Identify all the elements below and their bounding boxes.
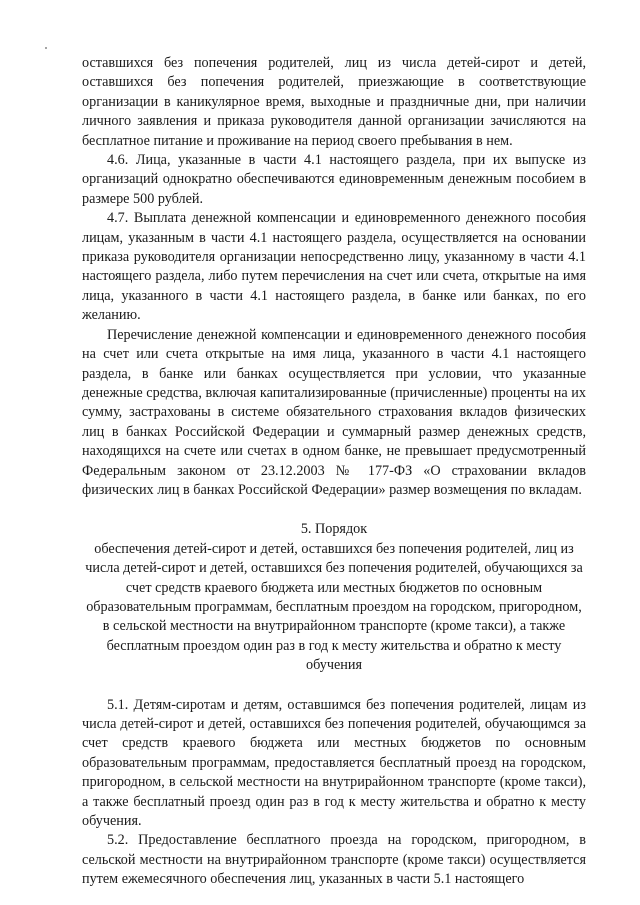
section-5-title: обеспечения детей-сирот и детей, оставшихся без попечения родителей, лиц из числа детей-сирот и детей, оставшихся без попечения родителей, обучающихся за счет средств краевого бюджета или местных бюджетов по основным образовательным программам, бесплатным проездом на городском, пригородном, в сельской местности на внутрирайонном транспорте (кроме такси), а также бесплатным проездом один раз в год к месту жительства и обратно к месту обучения	[85, 540, 583, 674]
paragraph-4-7: 4.7. Выплата денежной компенсации и единовременного денежного пособия лицам, указанным в части 4.1 настоящего раздела, осуществляется на основании приказа руководителя организации непосредственно лицу, указанному в части 4.1 настоящего раздела, либо путем перечисления на счет или счета, открытые на имя лица, указанного в части 4.1 настоящего раздела, в банке или банках, по его желанию.	[82, 210, 586, 324]
scan-speck	[45, 47, 47, 49]
spacer	[82, 500, 586, 520]
paragraph-continuation: оставшихся без попечения родителей, лиц из числа детей-сирот и детей, оставшихся без попечения родителей, приезжающие в соответствующие организации в каникулярное время, выходные и праздничные дни, при наличии личного заявления и приказа руководителя данной организации зачисляются на бесплатное питание и проживание на период своего пребывания в нем.	[82, 55, 586, 149]
paragraph-5-1: 5.1. Детям-сиротам и детям, оставшимся без попечения родителей, лицам из числа детей-сирот и детей, оставшихся без попечения родителей, обучающимся за счет средств краевого бюджета или местных бюджетов по основным образовательным программам, предоставляется бесплатный проезд на городском, пригородном, в сельской местности на внутрирайонном транспорте (кроме такси), а также бесплатный проезд один раз в год к месту жительства и обратно к месту обучения.	[82, 696, 586, 830]
paragraph-4-6: 4.6. Лица, указанные в части 4.1 настоящего раздела, при их выпуске из организаций однократно обеспечиваются единовременным денежным пособием в размере 500 рублей.	[82, 152, 586, 207]
paragraph-5-2: 5.2. Предоставление бесплатного проезда на городском, пригородном, в сельской местности на внутрирайонном транспорте (кроме такси) осуществляется путем ежемесячного обеспечения лиц, указанных в части 5.1 настоящего	[82, 832, 586, 888]
spacer	[82, 676, 586, 696]
document-page	[82, 54, 586, 890]
paragraph-transfer: Перечисление денежной компенсации и единовременного денежного пособия на счет или счета открытые на имя лица, указанного в части 4.1 настоящего раздела, в банке или банках осуществляется при условии, что указанные денежные средства, включая капитализированные (причисленные) проценты на их сумму, застрахованы в системе обязательного страхования вкладов физических лиц в банках Российской Федерации и суммарный размер денежных средств, находящихся на счете или счетах в одном банке, не превышает предусмотренный Федеральным законом от 23.12.2003 № 177-ФЗ «О страховании вкладов физических лиц в банках Российской Федерации» размер возмещения по вкладам.	[82, 326, 586, 498]
section-5-number: 5. Порядок	[300, 521, 368, 538]
